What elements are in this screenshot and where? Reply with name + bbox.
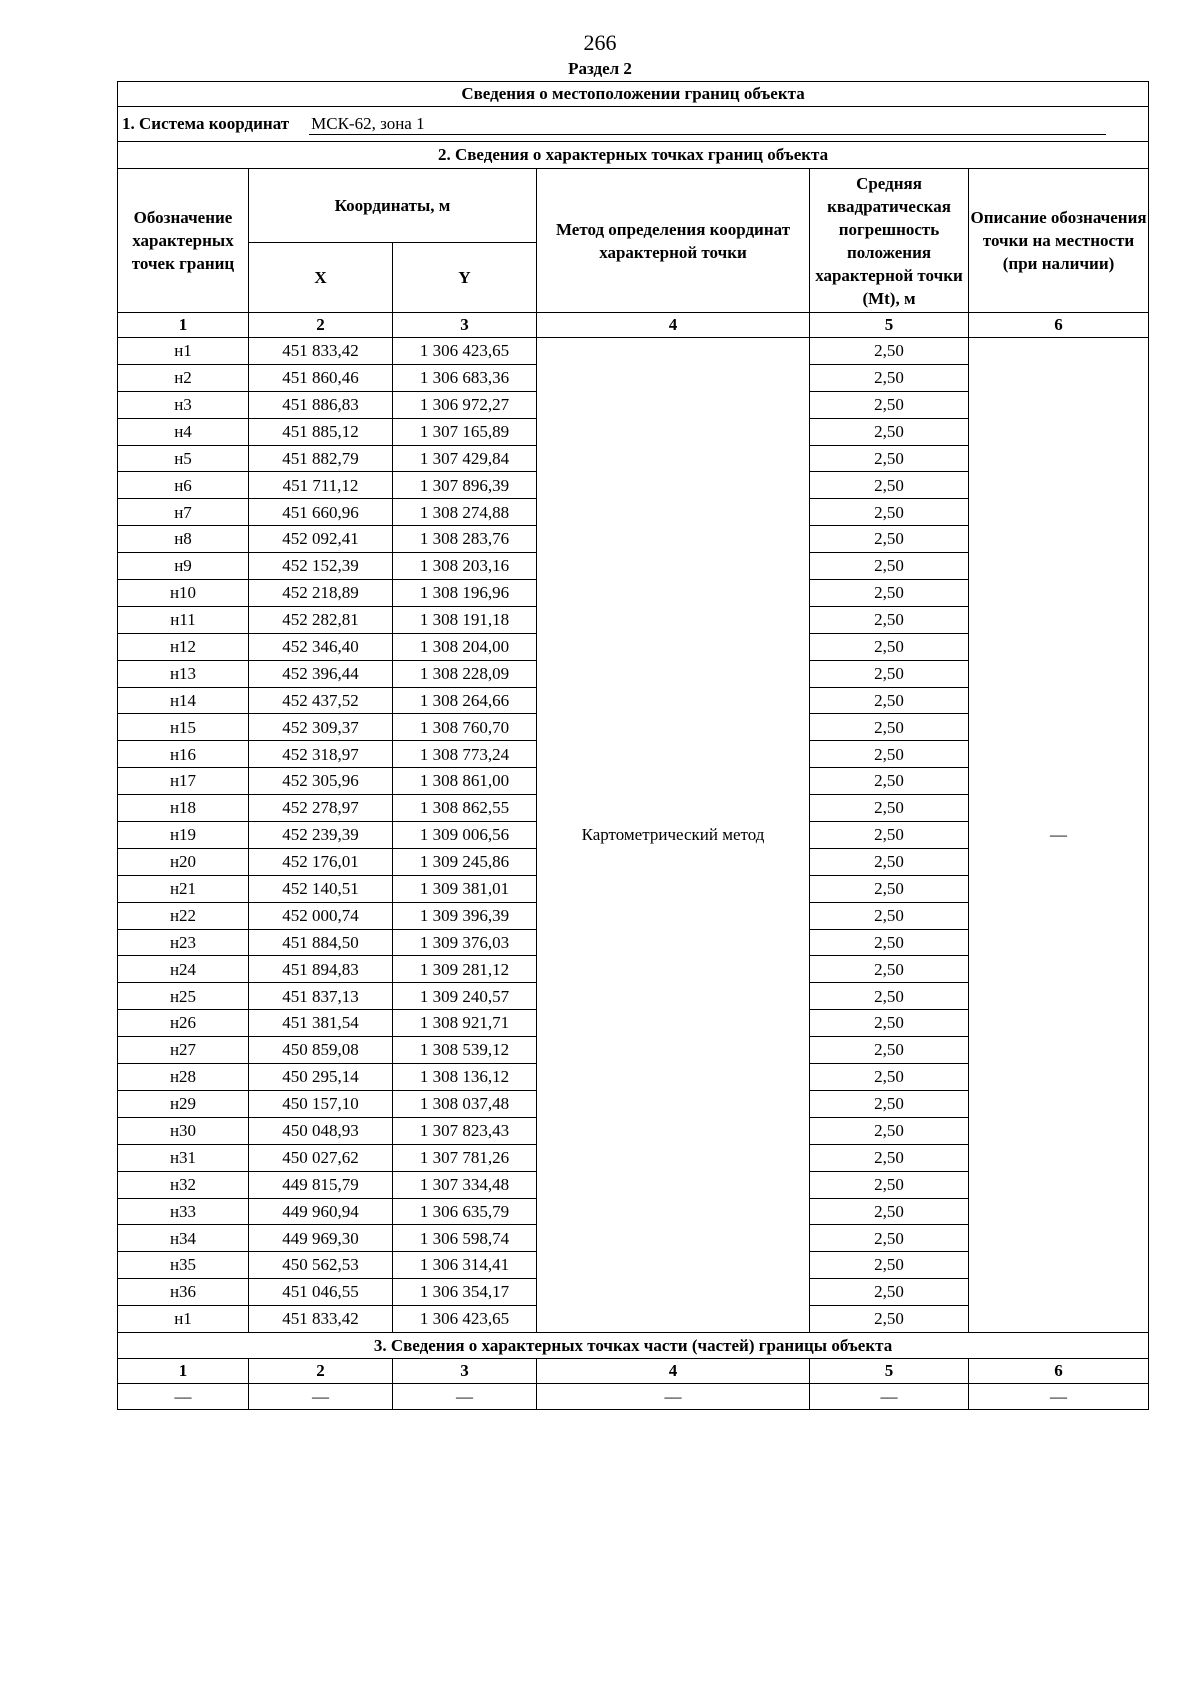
column-number: 1 bbox=[118, 313, 249, 338]
column-number: 4 bbox=[537, 313, 810, 338]
error-value: 2,50 bbox=[810, 418, 969, 445]
coord-y: 1 307 896,39 bbox=[393, 472, 537, 499]
coord-x: 451 833,42 bbox=[249, 1306, 393, 1333]
column-number: 5 bbox=[810, 313, 969, 338]
coord-y: 1 306 314,41 bbox=[393, 1252, 537, 1279]
error-value: 2,50 bbox=[810, 929, 969, 956]
coord-x: 452 140,51 bbox=[249, 875, 393, 902]
coord-x: 452 092,41 bbox=[249, 526, 393, 553]
coord-y: 1 308 274,88 bbox=[393, 499, 537, 526]
header-error: Средняя квадратическая погрешность положения характерной точки (Mt), м bbox=[810, 169, 969, 313]
coord-y: 1 308 264,66 bbox=[393, 687, 537, 714]
coord-y: 1 308 539,12 bbox=[393, 1037, 537, 1064]
coord-y: 1 306 683,36 bbox=[393, 364, 537, 391]
point-designation: н18 bbox=[118, 795, 249, 822]
coord-x: 450 157,10 bbox=[249, 1090, 393, 1117]
coord-x: 451 660,96 bbox=[249, 499, 393, 526]
coord-system-value: МСК-62, зона 1 bbox=[309, 114, 1106, 135]
error-value: 2,50 bbox=[810, 1279, 969, 1306]
error-value: 2,50 bbox=[810, 364, 969, 391]
table-row bbox=[118, 338, 1149, 365]
error-value: 2,50 bbox=[810, 606, 969, 633]
part3-cell: — bbox=[537, 1383, 810, 1409]
error-value: 2,50 bbox=[810, 472, 969, 499]
error-value: 2,50 bbox=[810, 1117, 969, 1144]
column-number: 4 bbox=[537, 1358, 810, 1383]
error-value: 2,50 bbox=[810, 1144, 969, 1171]
coord-y: 1 309 240,57 bbox=[393, 983, 537, 1010]
header-method: Метод определения координат характерной точки bbox=[537, 169, 810, 313]
column-numbers-row bbox=[118, 313, 1149, 338]
point-designation: н30 bbox=[118, 1117, 249, 1144]
coord-x: 449 960,94 bbox=[249, 1198, 393, 1225]
column-numbers-row-part3 bbox=[118, 1358, 1149, 1383]
error-value: 2,50 bbox=[810, 338, 969, 365]
coord-y: 1 307 334,48 bbox=[393, 1171, 537, 1198]
header-point-designation: Обозначение характерных точек границ bbox=[118, 169, 249, 313]
point-designation: н28 bbox=[118, 1064, 249, 1091]
coord-y: 1 307 429,84 bbox=[393, 445, 537, 472]
point-designation: н33 bbox=[118, 1198, 249, 1225]
coord-x: 450 048,93 bbox=[249, 1117, 393, 1144]
error-value: 2,50 bbox=[810, 1171, 969, 1198]
table-title: Сведения о местоположении границ объекта bbox=[118, 82, 1149, 107]
coord-x: 450 295,14 bbox=[249, 1064, 393, 1091]
point-designation: н13 bbox=[118, 660, 249, 687]
coord-y: 1 308 203,16 bbox=[393, 553, 537, 580]
subsection-2-title: 2. Сведения о характерных точках границ объекта bbox=[118, 142, 1149, 169]
point-designation: н2 bbox=[118, 364, 249, 391]
column-number: 3 bbox=[393, 1358, 537, 1383]
coord-y: 1 308 037,48 bbox=[393, 1090, 537, 1117]
boundary-table bbox=[117, 81, 1149, 1410]
point-designation: н21 bbox=[118, 875, 249, 902]
error-value: 2,50 bbox=[810, 526, 969, 553]
coord-x: 452 318,97 bbox=[249, 741, 393, 768]
point-designation: н24 bbox=[118, 956, 249, 983]
coord-x: 452 309,37 bbox=[249, 714, 393, 741]
coord-x: 450 027,62 bbox=[249, 1144, 393, 1171]
point-designation: н31 bbox=[118, 1144, 249, 1171]
point-designation: н12 bbox=[118, 633, 249, 660]
column-number: 6 bbox=[969, 1358, 1149, 1383]
coord-x: 452 437,52 bbox=[249, 687, 393, 714]
error-value: 2,50 bbox=[810, 1225, 969, 1252]
part3-row bbox=[118, 1383, 1149, 1409]
coord-x: 450 562,53 bbox=[249, 1252, 393, 1279]
header-description: Описание обозначения точки на местности (при наличии) bbox=[969, 169, 1149, 313]
error-value: 2,50 bbox=[810, 768, 969, 795]
point-designation: н25 bbox=[118, 983, 249, 1010]
part3-cell: — bbox=[393, 1383, 537, 1409]
section-title: Раздел 2 bbox=[568, 59, 632, 78]
point-designation: н8 bbox=[118, 526, 249, 553]
coord-y: 1 306 972,27 bbox=[393, 391, 537, 418]
coord-x: 451 833,42 bbox=[249, 338, 393, 365]
part3-cell: — bbox=[118, 1383, 249, 1409]
error-value: 2,50 bbox=[810, 902, 969, 929]
coord-y: 1 306 598,74 bbox=[393, 1225, 537, 1252]
point-designation: н36 bbox=[118, 1279, 249, 1306]
error-value: 2,50 bbox=[810, 1252, 969, 1279]
part3-cell: — bbox=[810, 1383, 969, 1409]
coord-x: 452 152,39 bbox=[249, 553, 393, 580]
coord-y: 1 307 823,43 bbox=[393, 1117, 537, 1144]
coord-x: 451 894,83 bbox=[249, 956, 393, 983]
point-designation: н5 bbox=[118, 445, 249, 472]
error-value: 2,50 bbox=[810, 714, 969, 741]
header-x: X bbox=[249, 243, 393, 313]
description-cell: — bbox=[969, 338, 1149, 1333]
point-designation: н11 bbox=[118, 606, 249, 633]
page-number: 266 bbox=[583, 30, 617, 55]
coord-y: 1 309 376,03 bbox=[393, 929, 537, 956]
coord-x: 451 884,50 bbox=[249, 929, 393, 956]
error-value: 2,50 bbox=[810, 391, 969, 418]
error-value: 2,50 bbox=[810, 795, 969, 822]
coord-y: 1 309 006,56 bbox=[393, 822, 537, 849]
error-value: 2,50 bbox=[810, 660, 969, 687]
error-value: 2,50 bbox=[810, 956, 969, 983]
coord-y: 1 307 165,89 bbox=[393, 418, 537, 445]
point-designation: н29 bbox=[118, 1090, 249, 1117]
point-designation: н35 bbox=[118, 1252, 249, 1279]
coord-x: 452 282,81 bbox=[249, 606, 393, 633]
error-value: 2,50 bbox=[810, 983, 969, 1010]
column-number: 5 bbox=[810, 1358, 969, 1383]
part3-cell: — bbox=[969, 1383, 1149, 1409]
coord-y: 1 308 136,12 bbox=[393, 1064, 537, 1091]
column-number: 2 bbox=[249, 1358, 393, 1383]
error-value: 2,50 bbox=[810, 1010, 969, 1037]
point-designation: н3 bbox=[118, 391, 249, 418]
coord-x: 451 711,12 bbox=[249, 472, 393, 499]
coord-y: 1 308 760,70 bbox=[393, 714, 537, 741]
error-value: 2,50 bbox=[810, 1037, 969, 1064]
error-value: 2,50 bbox=[810, 553, 969, 580]
coord-x: 452 000,74 bbox=[249, 902, 393, 929]
point-designation: н1 bbox=[118, 1306, 249, 1333]
coord-y: 1 307 781,26 bbox=[393, 1144, 537, 1171]
coord-x: 452 176,01 bbox=[249, 848, 393, 875]
point-designation: н17 bbox=[118, 768, 249, 795]
point-designation: н23 bbox=[118, 929, 249, 956]
point-designation: н10 bbox=[118, 580, 249, 607]
coord-x: 451 046,55 bbox=[249, 1279, 393, 1306]
point-designation: н22 bbox=[118, 902, 249, 929]
coord-y: 1 306 635,79 bbox=[393, 1198, 537, 1225]
method-cell: Картометрический метод bbox=[537, 338, 810, 1333]
coord-x: 452 278,97 bbox=[249, 795, 393, 822]
coord-y: 1 306 423,65 bbox=[393, 338, 537, 365]
point-designation: н14 bbox=[118, 687, 249, 714]
error-value: 2,50 bbox=[810, 687, 969, 714]
coord-x: 452 305,96 bbox=[249, 768, 393, 795]
coord-y: 1 309 281,12 bbox=[393, 956, 537, 983]
error-value: 2,50 bbox=[810, 499, 969, 526]
coord-x: 451 886,83 bbox=[249, 391, 393, 418]
coord-system-label: 1. Система координат bbox=[122, 113, 290, 133]
error-value: 2,50 bbox=[810, 822, 969, 849]
coord-y: 1 308 228,09 bbox=[393, 660, 537, 687]
coord-x: 451 882,79 bbox=[249, 445, 393, 472]
point-designation: н1 bbox=[118, 338, 249, 365]
subsection-3-title: 3. Сведения о характерных точках части (частей) границы объекта bbox=[118, 1332, 1149, 1358]
error-value: 2,50 bbox=[810, 1306, 969, 1333]
point-designation: н32 bbox=[118, 1171, 249, 1198]
coord-x: 452 396,44 bbox=[249, 660, 393, 687]
header-coordinates: Координаты, м bbox=[249, 169, 537, 243]
coord-x: 450 859,08 bbox=[249, 1037, 393, 1064]
coord-x: 451 837,13 bbox=[249, 983, 393, 1010]
coord-y: 1 309 381,01 bbox=[393, 875, 537, 902]
error-value: 2,50 bbox=[810, 445, 969, 472]
coord-y: 1 308 283,76 bbox=[393, 526, 537, 553]
column-number: 3 bbox=[393, 313, 537, 338]
error-value: 2,50 bbox=[810, 1064, 969, 1091]
coord-x: 452 218,89 bbox=[249, 580, 393, 607]
coord-y: 1 308 196,96 bbox=[393, 580, 537, 607]
point-designation: н34 bbox=[118, 1225, 249, 1252]
point-designation: н4 bbox=[118, 418, 249, 445]
error-value: 2,50 bbox=[810, 580, 969, 607]
coord-y: 1 306 354,17 bbox=[393, 1279, 537, 1306]
column-number: 2 bbox=[249, 313, 393, 338]
coord-x: 449 969,30 bbox=[249, 1225, 393, 1252]
point-designation: н26 bbox=[118, 1010, 249, 1037]
coord-y: 1 306 423,65 bbox=[393, 1306, 537, 1333]
point-designation: н9 bbox=[118, 553, 249, 580]
coord-y: 1 308 921,71 bbox=[393, 1010, 537, 1037]
error-value: 2,50 bbox=[810, 633, 969, 660]
coord-y: 1 308 204,00 bbox=[393, 633, 537, 660]
point-designation: н6 bbox=[118, 472, 249, 499]
coord-y: 1 308 773,24 bbox=[393, 741, 537, 768]
part3-cell: — bbox=[249, 1383, 393, 1409]
coord-x: 451 885,12 bbox=[249, 418, 393, 445]
coord-y: 1 309 245,86 bbox=[393, 848, 537, 875]
coord-x: 452 239,39 bbox=[249, 822, 393, 849]
column-number: 1 bbox=[118, 1358, 249, 1383]
coord-x: 452 346,40 bbox=[249, 633, 393, 660]
coord-x: 451 381,54 bbox=[249, 1010, 393, 1037]
error-value: 2,50 bbox=[810, 1198, 969, 1225]
error-value: 2,50 bbox=[810, 741, 969, 768]
point-designation: н7 bbox=[118, 499, 249, 526]
point-designation: н19 bbox=[118, 822, 249, 849]
coord-x: 451 860,46 bbox=[249, 364, 393, 391]
coord-x: 449 815,79 bbox=[249, 1171, 393, 1198]
point-designation: н27 bbox=[118, 1037, 249, 1064]
column-number: 6 bbox=[969, 313, 1149, 338]
coord-y: 1 309 396,39 bbox=[393, 902, 537, 929]
coord-y: 1 308 861,00 bbox=[393, 768, 537, 795]
error-value: 2,50 bbox=[810, 1090, 969, 1117]
point-designation: н20 bbox=[118, 848, 249, 875]
coord-y: 1 308 862,55 bbox=[393, 795, 537, 822]
coord-y: 1 308 191,18 bbox=[393, 606, 537, 633]
error-value: 2,50 bbox=[810, 848, 969, 875]
header-y: Y bbox=[393, 243, 537, 313]
coord-system-row bbox=[118, 107, 1149, 142]
error-value: 2,50 bbox=[810, 875, 969, 902]
point-designation: н15 bbox=[118, 714, 249, 741]
point-designation: н16 bbox=[118, 741, 249, 768]
